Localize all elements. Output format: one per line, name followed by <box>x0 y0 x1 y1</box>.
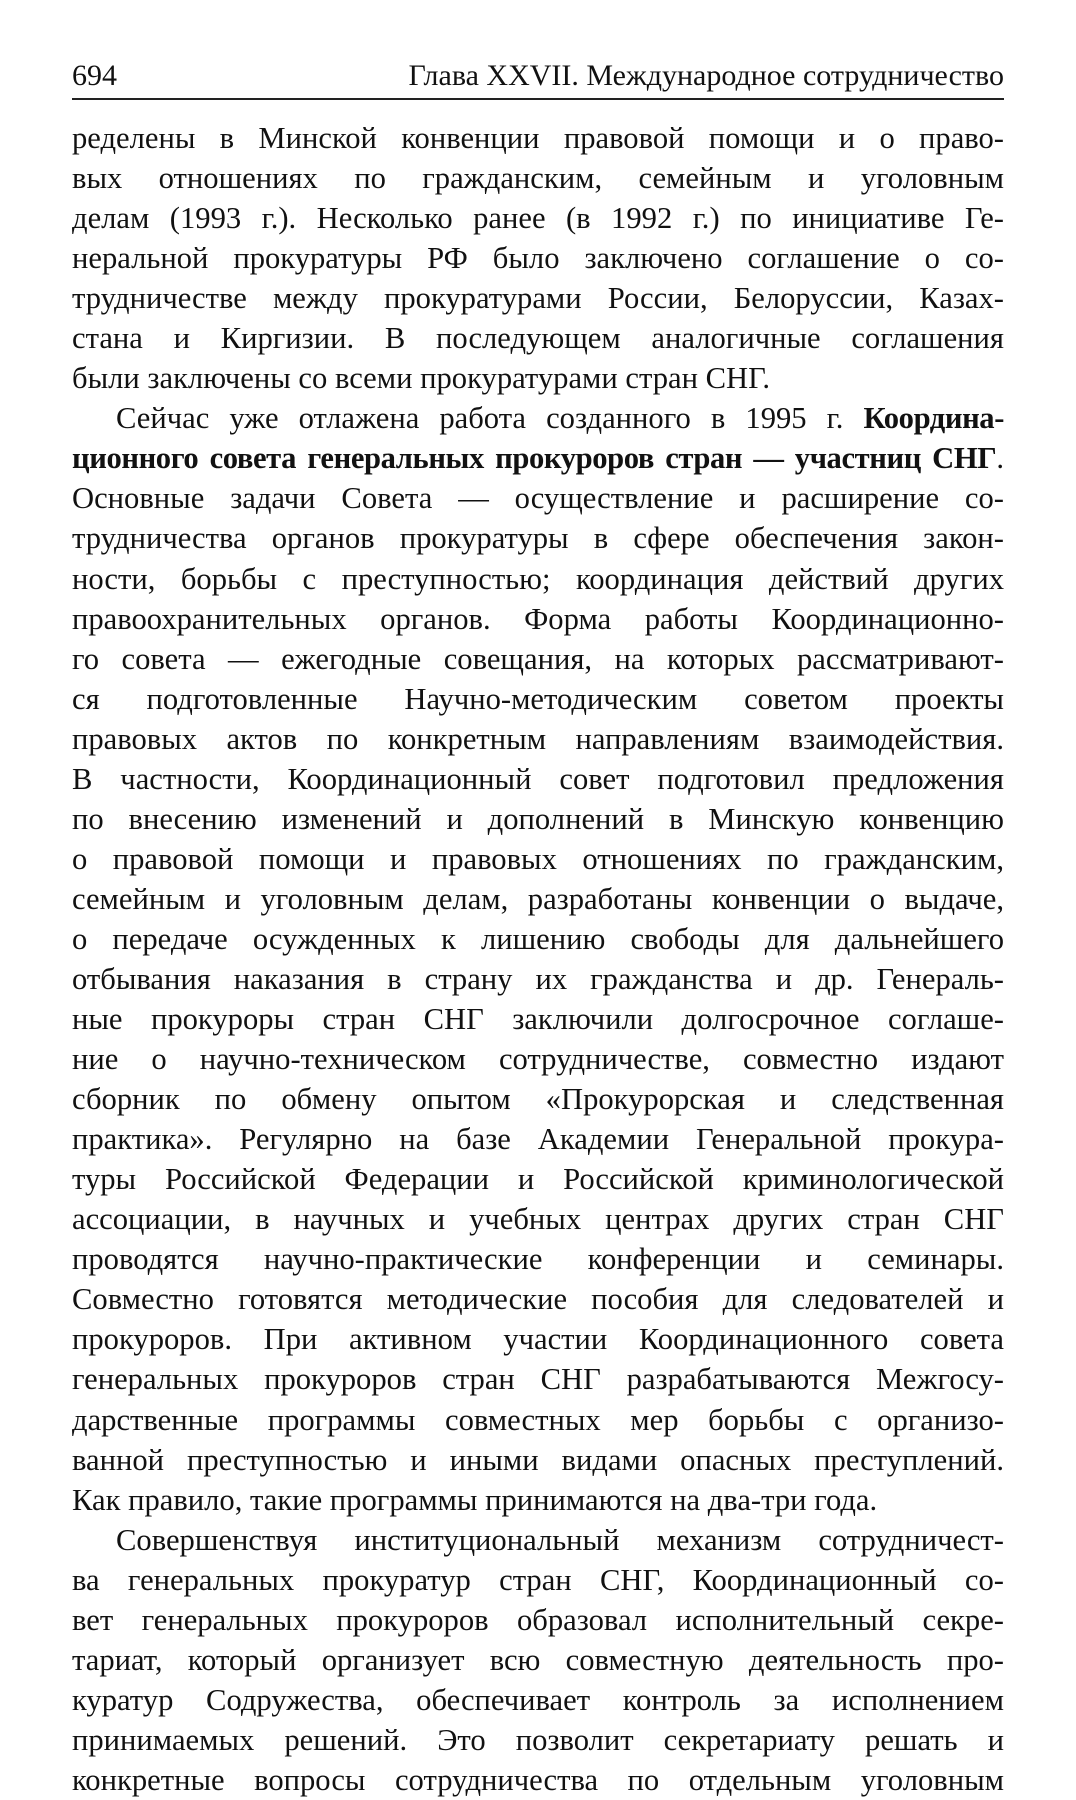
text-line: проводятся научно-практические конференции и семинары. <box>72 1242 1004 1277</box>
text-line: о правовой помощи и правовых отношениях по гражданским, <box>72 841 1004 876</box>
text-line: ние о научно-техническом сотрудничестве, совместно издают <box>72 1042 1004 1077</box>
text-line: неральной прокуратуры РФ было заключено соглашение о со- <box>72 241 1004 276</box>
text-line: В частности, Координационный совет подготовил предложения <box>72 761 1004 796</box>
text-line: принимаемых решений. Это позволит секретариату решать и <box>72 1722 1004 1757</box>
text-line: ности, борьбы с преступностью; координация действий других <box>72 561 1004 596</box>
bold-term: Координа- <box>863 401 1004 436</box>
text-line: ва генеральных прокуратур стран СНГ, Координационный со- <box>72 1562 1004 1597</box>
text-line: ся подготовленные Научно-методическим советом проекты <box>72 681 1004 716</box>
text-line: дарственные программы совместных мер борьбы с организо- <box>72 1402 1004 1437</box>
chapter-title: Глава XXVII. Международное сотрудничество <box>408 59 1004 92</box>
text-line: генеральных прокуроров стран СНГ разрабатываются Межгосу- <box>72 1362 1004 1397</box>
text-line: правоохранительных органов. Форма работы Координационно- <box>72 601 1004 636</box>
text-line: Как правило, такие программы принимаются на два-три года. <box>72 1482 878 1517</box>
text-line: ванной преступностью и иными видами опасных преступлений. <box>72 1442 1004 1477</box>
text-line <box>72 398 1004 438</box>
text-line: стана и Киргизии. В последующем аналогичные соглашения <box>72 321 1004 356</box>
page-number: 694 <box>72 59 117 92</box>
text-line: вет генеральных прокуроров образовал исполнительный секре- <box>72 1602 1004 1637</box>
text-line: сборник по обмену опытом «Прокурорская и следственная <box>72 1082 1004 1117</box>
text-line: правовых актов по конкретным направлениям взаимодействия. <box>72 721 1004 756</box>
text-line: конкретные вопросы сотрудничества по отдельным уголовным <box>72 1762 1004 1797</box>
book-page <box>72 56 1004 1800</box>
text-line: ные прокуроры стран СНГ заключили долгосрочное соглаше- <box>72 1002 1004 1037</box>
text-line: были заключены со всеми прокуратурами стран СНГ. <box>72 361 771 396</box>
text-line: го совета — ежегодные совещания, на которых рассматривают- <box>72 641 1004 676</box>
text-line <box>72 438 1004 478</box>
text-line: туры Российской Федерации и Российской криминологической <box>72 1162 1004 1197</box>
bold-term: ционного совета генеральных прокуроров стран — участниц СНГ <box>72 441 997 476</box>
text-line: ределены в Минской конвенции правовой помощи и о право- <box>72 121 1004 155</box>
text-line: тариат, который организует всю совместную деятельность про- <box>72 1642 1004 1677</box>
text-line: отбывания наказания в страну их гражданства и др. Генераль- <box>72 961 1004 996</box>
text-line: куратур Содружества, обеспечивает контроль за исполнением <box>72 1682 1004 1717</box>
text-run: . <box>996 441 1004 476</box>
body-text <box>72 118 1004 1800</box>
text-line: ассоциации, в научных и учебных центрах других стран СНГ <box>72 1202 1004 1237</box>
text-run: Сейчас уже отлажена работа созданного в 1995 г. <box>116 401 864 436</box>
text-line: Совершенствуя институциональный механизм сотрудничест- <box>116 1522 1004 1557</box>
text-line: делам (1993 г.). Несколько ранее (в 1992 г.) по инициативе Ге- <box>72 201 1004 236</box>
text-line: вых отношениях по гражданским, семейным и уголовным <box>72 161 1004 196</box>
text-line: по внесению изменений и дополнений в Минскую конвенцию <box>72 801 1004 836</box>
text-line: прокуроров. При активном участии Координационного совета <box>72 1322 1004 1357</box>
text-line: о передаче осужденных к лишению свободы для дальнейшего <box>72 921 1004 956</box>
text-line: трудничества органов прокуратуры в сфере обеспечения закон- <box>72 521 1004 556</box>
text-line: семейным и уголовным делам, разработаны конвенции о выдаче, <box>72 881 1004 916</box>
text-line: Основные задачи Совета — осуществление и расширение со- <box>72 481 1004 516</box>
running-header <box>72 56 1004 100</box>
text-line: Совместно готовятся методические пособия для следователей и <box>72 1282 1004 1317</box>
text-line: практика». Регулярно на базе Академии Генеральной прокура- <box>72 1122 1004 1157</box>
text-line: трудничестве между прокуратурами России, Белоруссии, Казах- <box>72 281 1004 316</box>
